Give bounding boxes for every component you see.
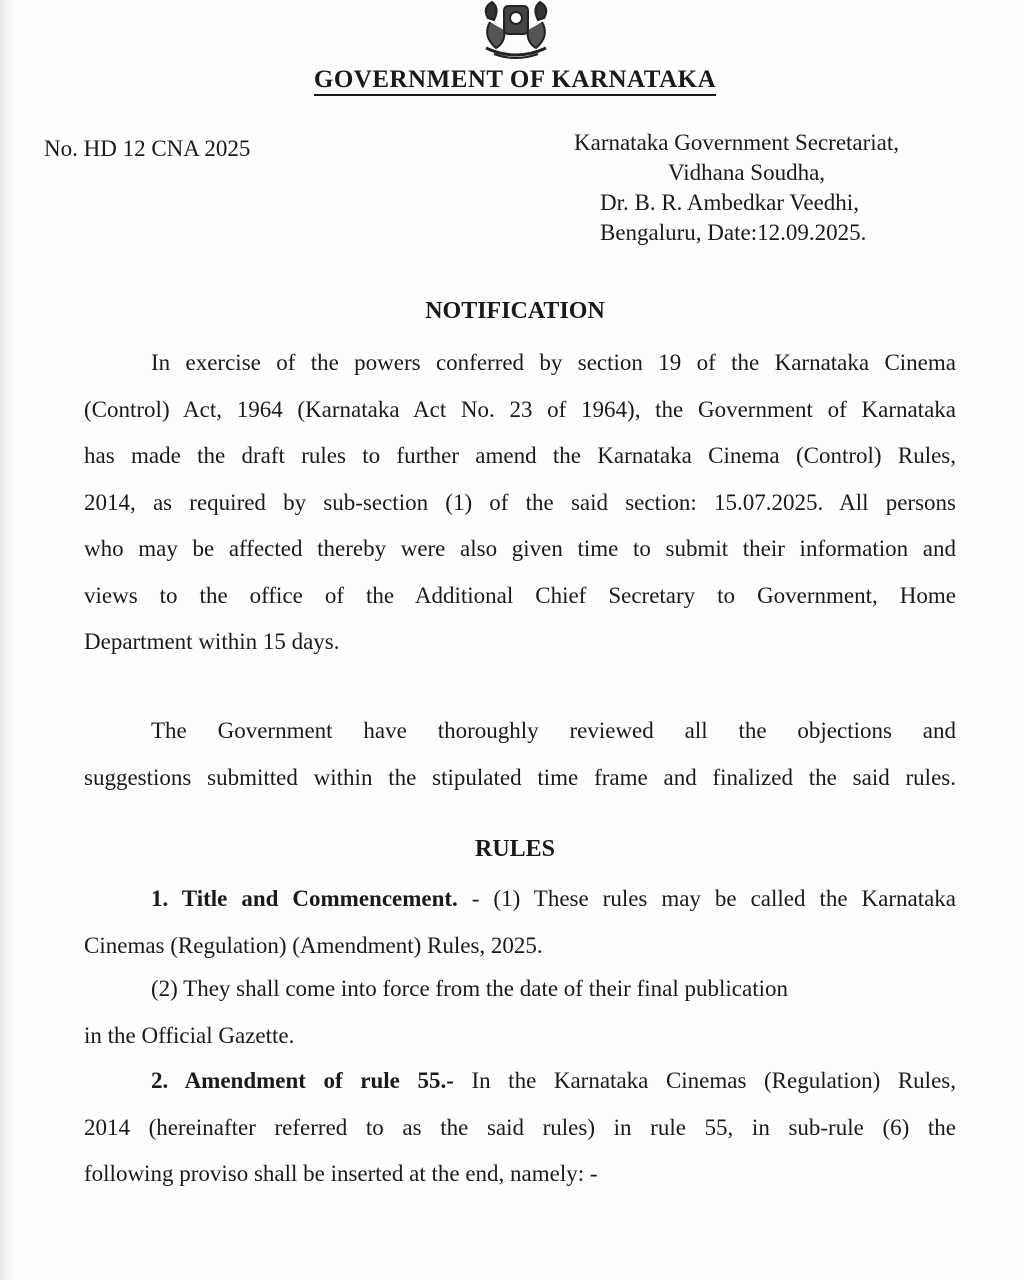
rule-2-title: 2. Amendment of rule 55.- [151,1068,454,1093]
notification-heading: NOTIFICATION [425,298,605,324]
rule-2 [84,1058,956,1198]
address-line: Dr. B. R. Ambedkar Veedhi, [600,190,859,215]
rule-1-subrule-2 [84,966,956,1059]
paragraph-line: in the Official Gazette. [84,1022,295,1048]
reference-number: No. HD 12 CNA 2025 [44,136,251,161]
paragraph-line: has made the draft rules to further amend the Karnataka Cinema (Control) Rules, [84,443,956,468]
paragraph-line: views to the office of the Additional Chief Secretary to Government, Home [84,582,956,608]
rule-1-text: - (1) These rules may be called the Karnataka [457,886,956,911]
paragraph-line: 2014 (hereinafter referred to as the said rules) in rule 55, in sub-rule (6) the [84,1114,956,1140]
rules-heading: RULES [474,836,556,862]
paragraph-line [84,876,956,923]
paragraph-line: Department within 15 days. [84,629,340,654]
karnataka-emblem-icon [468,0,564,64]
paragraph-line: Cinemas (Regulation) (Amendment) Rules, 2025. [84,932,543,958]
rule-1-title: 1. Title and Commencement. [151,886,458,911]
paragraph-line [84,1058,956,1105]
paragraph-line: In exercise of the powers conferred by section 19 of the Karnataka Cinema [151,350,956,375]
paragraph-line: The Government have thoroughly reviewed all the objections and [151,718,956,743]
office-address [560,128,960,248]
address-line: Karnataka Government Secretariat, [574,130,900,155]
notification-paragraph-1 [84,340,956,666]
paragraph-line: suggestions submitted within the stipulated time frame and finalized the said rules. [84,764,956,790]
address-date-line: Bengaluru, Date:12.09.2025. [600,220,867,245]
paragraph-line: who may be affected thereby were also given time to submit their information and [84,536,956,561]
rule-1 [84,876,956,969]
government-title: GOVERNMENT OF KARNATAKA [0,66,1024,94]
rule-2-text: In the Karnataka Cinemas (Regulation) Rules, [453,1068,956,1093]
paragraph-line: (2) They shall come into force from the date of their final publication [151,976,788,1001]
paragraph-line: 2014, as required by sub-section (1) of the said section: 15.07.2025. All persons [84,489,956,515]
paragraph-line: (Control) Act, 1964 (Karnataka Act No. 23 of 1964), the Government of Karnataka [84,396,956,422]
notification-paragraph-2 [84,708,956,801]
page-shadow [0,0,14,1280]
paragraph-line: following proviso shall be inserted at the end, namely: - [84,1161,598,1186]
address-line: Vidhana Soudha, [668,160,826,185]
